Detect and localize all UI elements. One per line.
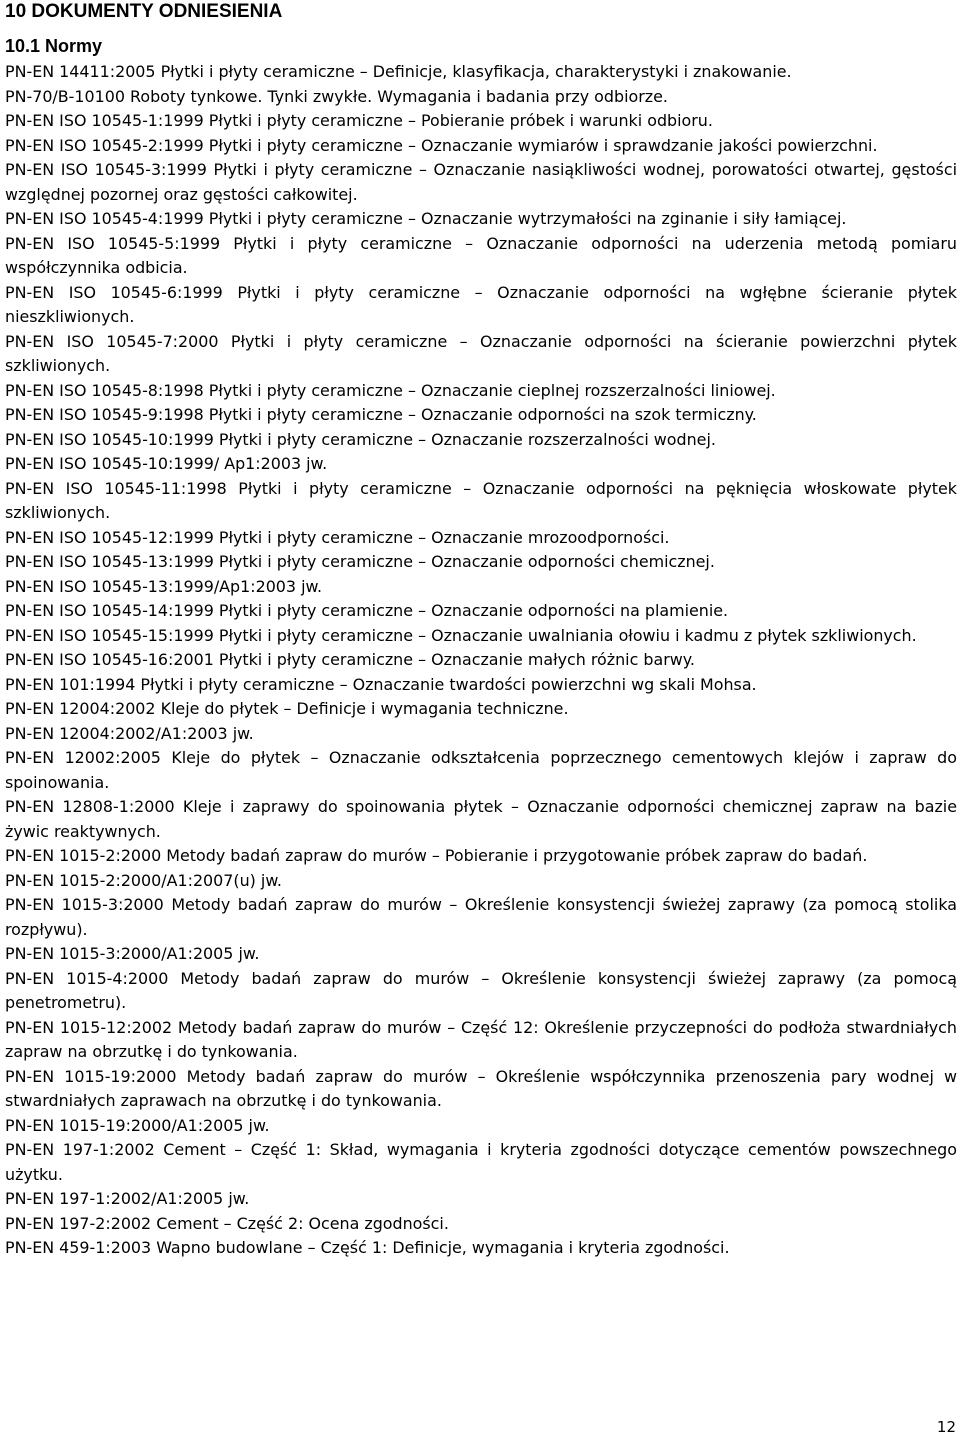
standard-entry: PN-EN 1015-12:2002 Metody badań zapraw do murów – Część 12: Określenie przyczepności do podłoża stwardniałych zapraw na obrzutkę i do tynkowania.	[5, 1017, 957, 1061]
standard-entry: PN-EN ISO 10545-8:1998 Płytki i płyty ceramiczne – Oznaczanie cieplnej rozszerzalności liniowej.	[5, 380, 776, 400]
standard-entry: PN-EN ISO 10545-5:1999 Płytki i płyty ceramiczne – Oznaczanie odporności na uderzenia metodą pomiaru współczynnika odbicia.	[5, 233, 957, 277]
standard-entry: PN-EN 1015-19:2000 Metody badań zapraw do murów – Określenie współczynnika przenoszenia pary wodnej w stwardniałych zaprawach na obrzutkę i do tynkowania.	[5, 1066, 957, 1110]
standard-entry: PN-EN 12004:2002 Kleje do płytek – Definicje i wymagania techniczne.	[5, 699, 569, 718]
standard-entry: PN-EN ISO 10545-2:1999 Płytki i płyty ceramiczne – Oznaczanie wymiarów i sprawdzanie jakości powierzchni.	[5, 135, 878, 155]
standard-entry: PN-EN 1015-19:2000/A1:2005 jw.	[5, 1115, 270, 1135]
standard-entry: PN-EN 1015-4:2000 Metody badań zapraw do murów – Określenie konsystencji świeżej zaprawy (za pomocą penetrometru).	[5, 968, 957, 1012]
document-page	[5, 0, 957, 1261]
standard-entry: PN-EN ISO 10545-16:2001 Płytki i płyty ceramiczne – Oznaczanie małych różnic barwy.	[5, 650, 695, 669]
standard-entry: PN-EN 1015-2:2000 Metody badań zapraw do murów – Pobieranie i przygotowanie próbek zapraw do badań.	[5, 846, 868, 865]
standard-entry: PN-EN 12004:2002/A1:2003 jw.	[5, 723, 254, 743]
standard-entry: PN-EN 459-1:2003 Wapno budowlane – Część 1: Definicje, wymagania i kryteria zgodności.	[5, 1238, 730, 1257]
standard-entry: PN-EN ISO 10545-4:1999 Płytki i płyty ceramiczne – Oznaczanie wytrzymałości na zginanie i siły łamiącej.	[5, 209, 847, 228]
standard-entry: PN-EN ISO 10545-9:1998 Płytki i płyty ceramiczne – Oznaczanie odporności na szok termiczny.	[5, 405, 757, 424]
standard-entry: PN-EN 14411:2005 Płytki i płyty ceramiczne – Definicje, klasyfikacja, charakterystyki i znakowanie.	[5, 62, 792, 81]
standard-entry: PN-EN ISO 10545-10:1999/ Ap1:2003 jw.	[5, 454, 328, 473]
section-title: 10 DOKUMENTY ODNIESIENIA	[5, 1, 283, 22]
subsection-title: 10.1 Normy	[5, 36, 103, 56]
standard-entry: PN-EN 197-2:2002 Cement – Część 2: Ocena zgodności.	[5, 1213, 449, 1233]
standard-entry: PN-EN ISO 10545-11:1998 Płytki i płyty ceramiczne – Oznaczanie odporności na pęknięcia włoskowate płytek szkliwionych.	[5, 478, 957, 522]
standard-entry: PN-70/B-10100 Roboty tynkowe. Tynki zwykłe. Wymagania i badania przy odbiorze.	[5, 86, 668, 106]
standard-entry: PN-EN 197-1:2002 Cement – Część 1: Skład, wymagania i kryteria zgodności dotyczące cementów powszechnego użytku.	[5, 1140, 957, 1184]
standard-entry: PN-EN 1015-2:2000/A1:2007(u) jw.	[5, 870, 282, 890]
standard-entry: PN-EN 101:1994 Płytki i płyty ceramiczne – Oznaczanie twardości powierzchni wg skali Mohsa.	[5, 674, 757, 694]
standard-entry: PN-EN 12808-1:2000 Kleje i zaprawy do spoinowania płytek – Oznaczanie odporności chemicznej zapraw na bazie żywic reaktywnych.	[5, 797, 957, 841]
standard-entry: PN-EN ISO 10545-1:1999 Płytki i płyty ceramiczne – Pobieranie próbek i warunki odbioru.	[5, 111, 713, 130]
standard-entry: PN-EN ISO 10545-3:1999 Płytki i płyty ceramiczne – Oznaczanie nasiąkliwości wodnej, porowatości otwartej, gęstości względnej pozornej oraz gęstości całkowitej.	[5, 160, 957, 204]
standard-entry: PN-EN 12002:2005 Kleje do płytek – Oznaczanie odkształcenia poprzecznego cementowych klejów i zapraw do spoinowania.	[5, 748, 957, 792]
standard-entry: PN-EN ISO 10545-10:1999 Płytki i płyty ceramiczne – Oznaczanie rozszerzalności wodnej.	[5, 429, 716, 449]
standard-entry: PN-EN ISO 10545-13:1999 Płytki i płyty ceramiczne – Oznaczanie odporności chemicznej.	[5, 552, 715, 571]
standard-entry: PN-EN 197-1:2002/A1:2005 jw.	[5, 1189, 250, 1208]
standard-entry: PN-EN ISO 10545-14:1999 Płytki i płyty ceramiczne – Oznaczanie odporności na plamienie.	[5, 601, 729, 620]
standard-entry: PN-EN ISO 10545-12:1999 Płytki i płyty ceramiczne – Oznaczanie mrozoodporności.	[5, 527, 670, 547]
page-number: 12	[936, 1418, 956, 1436]
standard-entry: PN-EN ISO 10545-6:1999 Płytki i płyty ceramiczne – Oznaczanie odporności na wgłębne ścieranie płytek nieszkliwionych.	[5, 282, 957, 326]
standard-entry: PN-EN 1015-3:2000 Metody badań zapraw do murów – Określenie konsystencji świeżej zaprawy (za pomocą stolika rozpływu).	[5, 895, 957, 939]
standard-entry: PN-EN ISO 10545-15:1999 Płytki i płyty ceramiczne – Oznaczanie uwalniania ołowiu i kadmu z płytek szkliwionych.	[5, 625, 917, 645]
standard-entry: PN-EN 1015-3:2000/A1:2005 jw.	[5, 944, 260, 963]
standards-list	[5, 60, 957, 1261]
standard-entry: PN-EN ISO 10545-13:1999/Ap1:2003 jw.	[5, 576, 323, 596]
standard-entry: PN-EN ISO 10545-7:2000 Płytki i płyty ceramiczne – Oznaczanie odporności na ścieranie powierzchni płytek szkliwionych.	[5, 331, 957, 375]
